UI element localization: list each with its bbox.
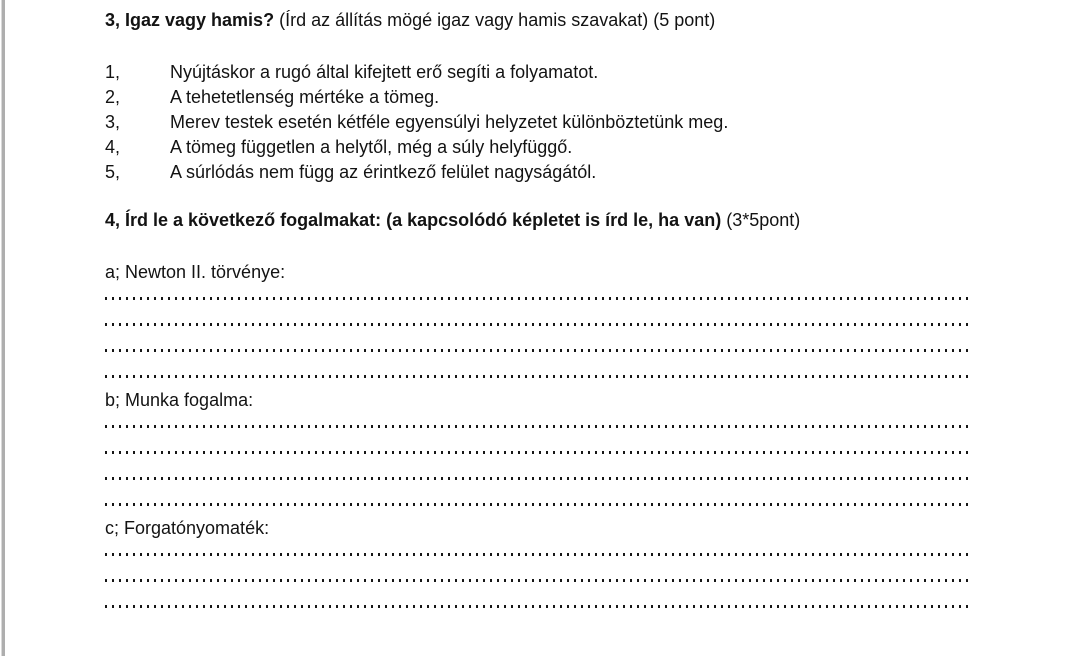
item-number: 4,	[105, 137, 121, 157]
scan-page-edge	[1, 0, 5, 656]
list-item	[105, 160, 985, 185]
worksheet-content	[105, 8, 985, 608]
section3-title-bold: 3, Igaz vagy hamis?	[105, 10, 275, 30]
item-number: 1,	[105, 62, 121, 82]
answer-dotted-line	[105, 553, 973, 556]
section4-title-bold: 4, Írd le a következő fogalmakat: (a kapcsolódó képletet is írd le, ha van)	[105, 210, 722, 230]
answer-dotted-line	[105, 503, 973, 506]
item-number: 2,	[105, 87, 121, 107]
list-item	[105, 60, 985, 85]
answer-dotted-line	[105, 323, 973, 326]
section3-title	[105, 8, 985, 33]
question-label: a; Newton II. törvénye:	[105, 262, 286, 282]
question-block-b	[105, 388, 985, 506]
item-text: Merev testek esetén kétféle egyensúlyi helyzetet különböztetünk meg.	[170, 112, 729, 132]
answer-dotted-line	[105, 579, 973, 582]
answer-dotted-line	[105, 375, 973, 378]
answer-dotted-line	[105, 605, 973, 608]
item-text: Nyújtáskor a rugó által kifejtett erő segíti a folyamatot.	[170, 62, 599, 82]
item-number: 3,	[105, 112, 121, 132]
list-item	[105, 85, 985, 110]
list-item	[105, 135, 985, 160]
section3-title-rest: (Írd az állítás mögé igaz vagy hamis szavakat) (5 pont)	[274, 10, 716, 30]
section4-title-rest: (3*5pont)	[721, 210, 801, 230]
item-text: A súrlódás nem függ az érintkező felület nagyságától.	[170, 162, 597, 182]
question-label: c; Forgatónyomaték:	[105, 518, 270, 538]
answer-dotted-line	[105, 425, 973, 428]
item-text: A tömeg független a helytől, még a súly helyfüggő.	[170, 137, 573, 157]
item-text: A tehetetlenség mértéke a tömeg.	[170, 87, 440, 107]
answer-dotted-line	[105, 451, 973, 454]
answer-dotted-line	[105, 477, 973, 480]
question-label: b; Munka fogalma:	[105, 390, 254, 410]
item-number: 5,	[105, 162, 121, 182]
true-false-list	[105, 60, 985, 185]
question-block-a	[105, 260, 985, 378]
answer-dotted-line	[105, 349, 973, 352]
list-item	[105, 110, 985, 135]
section4-title	[105, 208, 985, 233]
answer-dotted-line	[105, 297, 973, 300]
question-block-c	[105, 516, 985, 608]
